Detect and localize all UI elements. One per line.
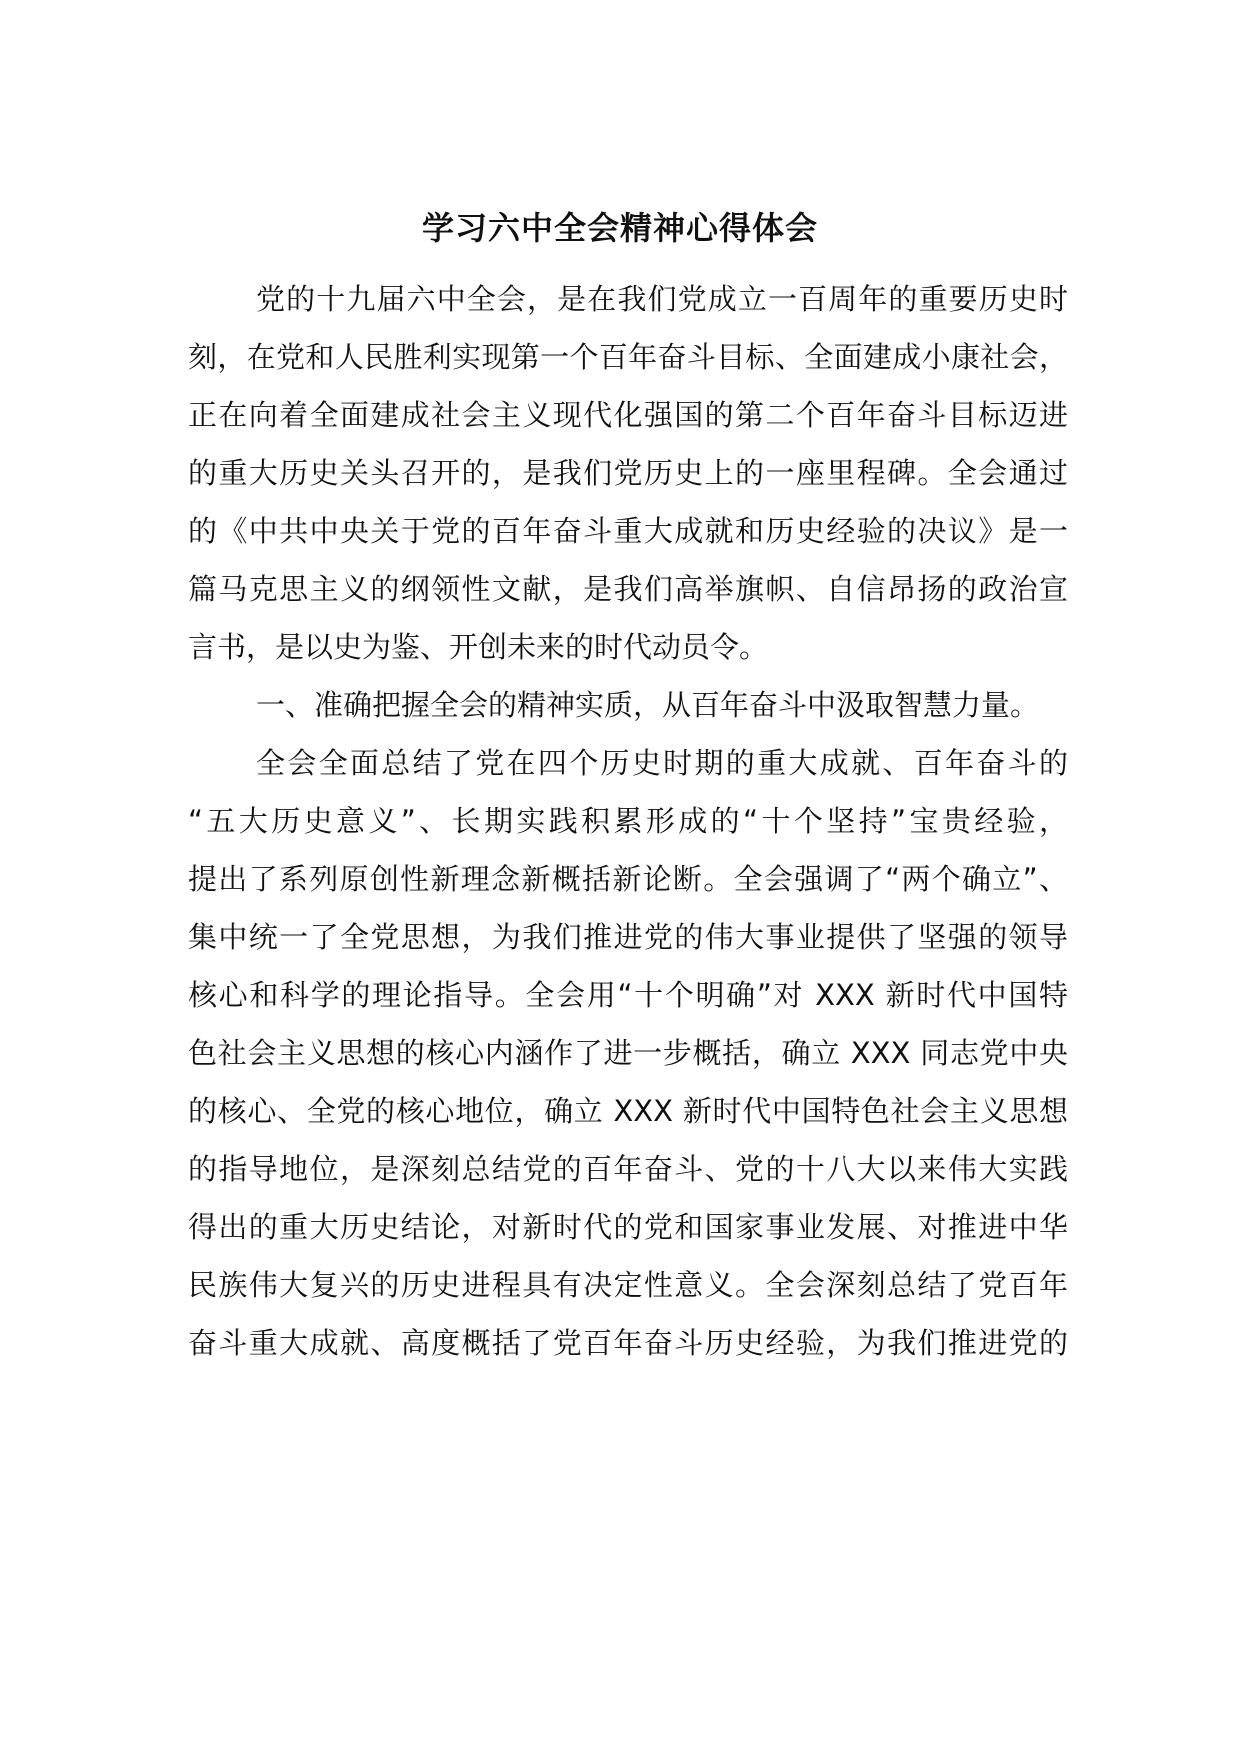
paragraph-line: 正在向着全面建成社会主义现代化强国的第二个百年奋斗目标迈进 xyxy=(188,398,1068,432)
paragraph-line: 奋斗重大成就、高度概括了党百年奋斗历史经验，为我们推进党的 xyxy=(188,1326,1068,1360)
paragraph-line: 刻，在党和人民胜利实现第一个百年奋斗目标、全面建成小康社会， xyxy=(188,340,1068,374)
paragraph-line: 得出的重大历史结论，对新时代的党和国家事业发展、对推进中华 xyxy=(188,1210,1068,1244)
paragraph-line: 核心和科学的理论指导。全会用“十个明确”对 XXX 新时代中国特 xyxy=(188,978,1068,1012)
paragraph-line: “五大历史意义”、长期实践积累形成的“十个坚持”宝贵经验， xyxy=(188,804,1068,838)
paragraph-line: 提出了系列原创性新理念新概括新论断。全会强调了“两个确立”、 xyxy=(188,862,1068,896)
paragraph-line: 言书，是以史为鉴、开创未来的时代动员令。 xyxy=(188,630,769,664)
paragraph-line: 的《中共中央关于党的百年奋斗重大成就和历史经验的决议》是一 xyxy=(188,514,1068,548)
paragraph-line: 的核心、全党的核心地位，确立 XXX 新时代中国特色社会主义思想 xyxy=(188,1094,1068,1128)
paragraph-line: 色社会主义思想的核心内涵作了进一步概括，确立 XXX 同志党中央 xyxy=(188,1036,1068,1070)
paragraph-line: 全会全面总结了党在四个历史时期的重大成就、百年奋斗的 xyxy=(256,746,1068,780)
paragraph-line: 集中统一了全党思想，为我们推进党的伟大事业提供了坚强的领导 xyxy=(188,920,1068,954)
paragraph-line: 篇马克思主义的纲领性文献，是我们高举旗帜、自信昂扬的政治宣 xyxy=(188,572,1068,606)
paragraph-line: 的重大历史关头召开的，是我们党历史上的一座里程碑。全会通过 xyxy=(188,456,1068,490)
paragraph-line: 党的十九届六中全会，是在我们党成立一百周年的重要历史时 xyxy=(256,282,1068,316)
section-heading: 一、准确把握全会的精神实质，从百年奋斗中汲取智慧力量。 xyxy=(256,688,1040,722)
document-title: 学习六中全会精神心得体会 xyxy=(421,209,818,247)
paragraph-line: 的指导地位，是深刻总结党的百年奋斗、党的十八大以来伟大实践 xyxy=(188,1152,1068,1186)
paragraph-line: 民族伟大复兴的历史进程具有决定性意义。全会深刻总结了党百年 xyxy=(188,1268,1068,1302)
